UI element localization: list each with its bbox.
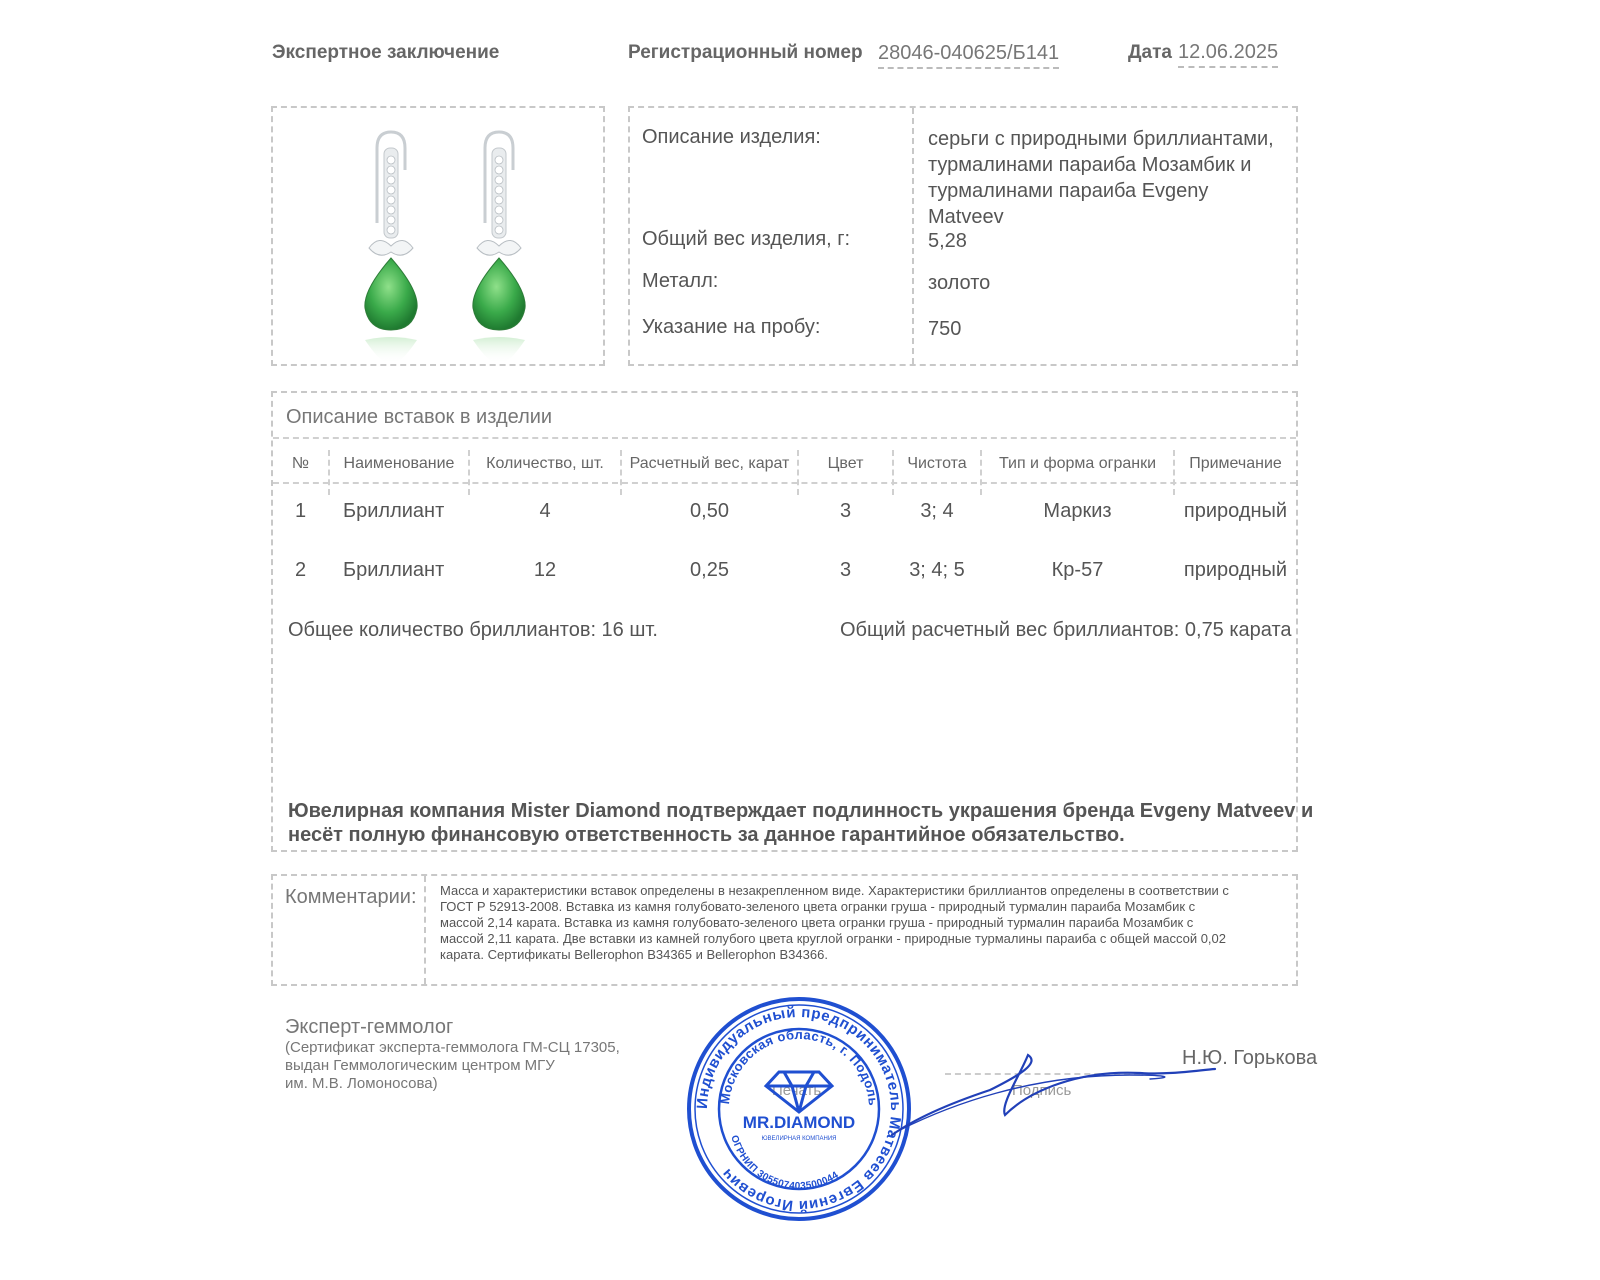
- col-header-cut: Тип и форма огранки: [998, 455, 1157, 472]
- comment-line: массой 2,14 карата. Вставка из камня голубовато-зеленого цвета огранки груша - природный турмалин параиба Мозамбик с: [440, 915, 1194, 930]
- signature-label: Подпись: [1012, 1082, 1072, 1099]
- reg-number-label: Регистрационный номер: [628, 42, 863, 63]
- metal-value: золото: [928, 272, 991, 294]
- stamp-label: Печать: [772, 1082, 822, 1099]
- expert-certificate-line: им. М.В. Ломоносова): [285, 1075, 438, 1092]
- stamp-ogrn: ОГРНИП 305507403500044: [728, 1133, 841, 1193]
- table-cell: 3; 4: [920, 500, 954, 522]
- expert-title: Эксперт-геммолог: [285, 1016, 454, 1038]
- description-divider: [912, 108, 914, 364]
- handwritten-signature: [880, 1045, 1220, 1145]
- inserts-header-bottom-line: [273, 482, 1296, 484]
- table-cell: природный: [1183, 559, 1288, 581]
- comments-divider: [424, 876, 426, 984]
- stamp-brand-sub: ЮВЕЛИРНАЯ КОМПАНИЯ: [761, 1136, 837, 1142]
- col-header-clarity: Чистота: [907, 455, 967, 472]
- comments-text: [440, 883, 1295, 963]
- comments-label: Комментарии:: [285, 886, 417, 908]
- weight-value: 5,28: [928, 230, 967, 252]
- expert-certificate-line: выдан Геммологическим центром МГУ: [285, 1057, 555, 1074]
- confirmation-line-1: Ювелирная компания Mister Diamond подтверждает подлинность украшения бренда Evgeny Matveev и: [288, 800, 1314, 822]
- col-header-quantity: Количество, шт.: [486, 455, 604, 472]
- expert-certificate: [285, 1039, 620, 1093]
- table-cell: 0,50: [690, 500, 729, 522]
- signer-name: Н.Ю. Горькова: [1182, 1047, 1318, 1069]
- weight-label: Общий вес изделия, г:: [642, 228, 851, 250]
- earrings-image: [273, 108, 603, 364]
- table-cell: 3; 4; 5: [909, 559, 965, 581]
- total-count: Общее количество бриллиантов: 16 шт.: [288, 619, 658, 641]
- table-cell: Бриллиант: [343, 500, 445, 522]
- table-cell: Бриллиант: [343, 559, 445, 581]
- reg-number-value: 28046-040625/Б141: [878, 42, 1059, 69]
- col-header-name: Наименование: [343, 455, 455, 472]
- col-header-note: Примечание: [1189, 455, 1282, 472]
- inserts-title: Описание вставок в изделии: [286, 406, 553, 428]
- table-cell: 2: [294, 559, 307, 581]
- stamp-brand: MR.DIAMOND: [742, 1113, 856, 1132]
- metal-label: Металл:: [642, 270, 719, 292]
- table-cell: 12: [533, 559, 557, 581]
- total-weight: Общий расчетный вес бриллиантов: 0,75 карата: [840, 619, 1292, 641]
- table-cell: 0,25: [690, 559, 729, 581]
- comment-line: Масса и характеристики вставок определены в незакрепленном виде. Характеристики бриллиантов определены в соответствии с: [440, 883, 1229, 898]
- table-cell: Маркиз: [1043, 500, 1112, 522]
- expert-certificate-line: (Сертификат эксперта-геммолога ГМ-СЦ 17305,: [285, 1039, 620, 1056]
- hallmark-value: 750: [928, 318, 962, 340]
- inserts-header-top-line: [273, 437, 1296, 439]
- date-value: 12.06.2025: [1178, 41, 1278, 68]
- diamond-icon: [766, 1072, 832, 1112]
- document-title: Экспертное заключение: [272, 42, 500, 63]
- col-header-number: №: [291, 455, 310, 472]
- hallmark-label: Указание на пробу:: [642, 316, 821, 338]
- col-header-color: Цвет: [827, 455, 864, 472]
- product-photo: [271, 106, 605, 366]
- description-value: серьги с природными бриллиантами, турмалинами параиба Мозамбик и турмалинами параиба Evgeny Matveev: [928, 128, 1274, 228]
- date-label: Дата: [1128, 42, 1172, 63]
- stamp-outer-text: Индивидуальный предприниматель Матвеев Евгений Игоревич: [693, 1003, 905, 1215]
- comment-line: ГОСТ Р 52913-2008. Вставка из камня голубовато-зеленого цвета огранки груша - природный турмалин параиба Мозамбик с: [440, 899, 1196, 914]
- table-cell: 3: [839, 500, 852, 522]
- col-header-weight: Расчетный вес, карат: [629, 455, 790, 472]
- confirmation-line-2: несёт полную финансовую ответственность за данное гарантийное обязательство.: [288, 824, 1125, 846]
- table-cell: 3: [839, 559, 852, 581]
- comment-line: карата. Сертификаты Bellerophon B34365 и Bellerophon B34366.: [440, 947, 828, 962]
- table-cell: Кр-57: [1051, 559, 1104, 581]
- table-cell: 1: [294, 500, 307, 522]
- description-label: Описание изделия:: [642, 126, 821, 148]
- comment-line: массой 2,11 карата. Две вставки из камней голубого цвета круглой огранки - природные турмалины параиба с общей массой 0,02: [440, 931, 1226, 946]
- stamp-inner-text: Московская область, г. Подоль: [717, 1026, 882, 1107]
- table-cell: природный: [1183, 500, 1288, 522]
- table-cell: 4: [539, 500, 551, 522]
